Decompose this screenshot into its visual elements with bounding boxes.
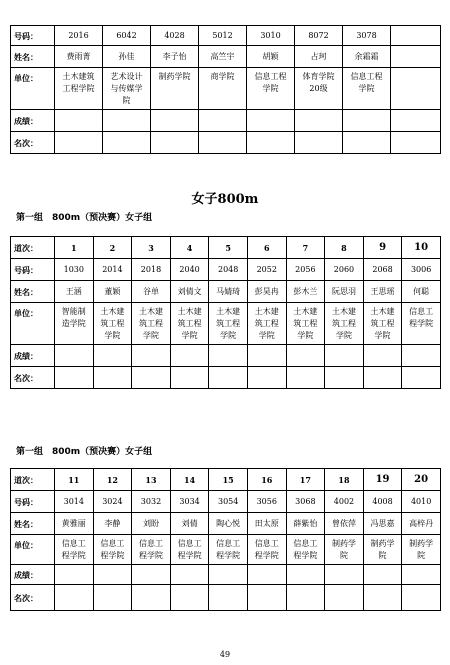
section-title: 女子800m bbox=[191, 192, 259, 207]
rank-label: 名次： bbox=[11, 367, 55, 389]
rank-cell[interactable] bbox=[151, 132, 199, 154]
name-label: 姓名： bbox=[11, 281, 55, 303]
rank-cell[interactable] bbox=[55, 585, 94, 611]
score-cell[interactable] bbox=[55, 345, 94, 367]
name-cell: 彭昊冉 bbox=[247, 281, 286, 303]
name-cell: 余霜霜 bbox=[343, 46, 391, 68]
unit-cell: 信息工 程学院 bbox=[402, 303, 441, 345]
rank-cell[interactable] bbox=[286, 367, 325, 389]
lane-cell: 11 bbox=[55, 469, 94, 491]
score-cell[interactable] bbox=[132, 565, 171, 585]
score-cell[interactable] bbox=[325, 345, 364, 367]
score-cell[interactable] bbox=[247, 565, 286, 585]
name-cell: 李子怡 bbox=[151, 46, 199, 68]
bib-cell: 2068 bbox=[363, 259, 402, 281]
lane-cell: 4 bbox=[170, 237, 209, 259]
rank-cell[interactable] bbox=[363, 585, 402, 611]
score-cell[interactable] bbox=[247, 110, 295, 132]
lane-cell: 12 bbox=[93, 469, 132, 491]
score-label: 成绩： bbox=[11, 110, 55, 132]
name-cell: 薛紫怡 bbox=[286, 513, 325, 535]
unit-cell: 制药学院 bbox=[151, 68, 199, 110]
unit-cell: 艺术设计 与传媒学 院 bbox=[103, 68, 151, 110]
group-subtitle: 第一组 800m（预决赛）女子组 bbox=[16, 447, 153, 457]
bib-cell: 4028 bbox=[151, 26, 199, 46]
name-cell: 阮思羽 bbox=[325, 281, 364, 303]
unit-cell: 信息工 程学院 bbox=[132, 535, 171, 565]
score-cell[interactable] bbox=[199, 110, 247, 132]
bib-cell: 2052 bbox=[247, 259, 286, 281]
score-cell[interactable] bbox=[295, 110, 343, 132]
bib-cell: 3006 bbox=[402, 259, 441, 281]
name-cell: 何聪 bbox=[402, 281, 441, 303]
unit-cell: 土木建筑 工程学院 bbox=[55, 68, 103, 110]
lane-cell: 13 bbox=[132, 469, 171, 491]
lane-cell: 15 bbox=[209, 469, 248, 491]
name-cell: 田太原 bbox=[247, 513, 286, 535]
score-cell[interactable] bbox=[286, 565, 325, 585]
bib-cell: 2056 bbox=[286, 259, 325, 281]
rank-cell[interactable] bbox=[247, 585, 286, 611]
bib-cell: 3056 bbox=[247, 491, 286, 513]
unit-cell: 信息工程 学院 bbox=[247, 68, 295, 110]
name-cell: 费雨菁 bbox=[55, 46, 103, 68]
empty-cell bbox=[391, 46, 441, 68]
lane-cell: 3 bbox=[132, 237, 171, 259]
unit-cell: 信息工程 学院 bbox=[343, 68, 391, 110]
score-cell[interactable] bbox=[363, 565, 402, 585]
unit-cell: 土木建 筑工程 学院 bbox=[286, 303, 325, 345]
unit-cell: 信息工 程学院 bbox=[247, 535, 286, 565]
lane-label: 道次： bbox=[11, 469, 55, 491]
rank-cell[interactable] bbox=[209, 367, 248, 389]
rank-cell[interactable] bbox=[325, 367, 364, 389]
score-cell[interactable] bbox=[170, 565, 209, 585]
score-label: 成绩： bbox=[11, 345, 55, 367]
lane-cell: 9 bbox=[363, 237, 402, 259]
lane-cell: 20 bbox=[402, 469, 441, 491]
name-cell: 谷单 bbox=[132, 281, 171, 303]
results-table-group2 bbox=[10, 468, 441, 611]
score-cell[interactable] bbox=[151, 110, 199, 132]
name-cell: 高梓丹 bbox=[402, 513, 441, 535]
score-cell[interactable] bbox=[170, 345, 209, 367]
bib-label: 号码： bbox=[11, 26, 55, 46]
rank-cell[interactable] bbox=[170, 585, 209, 611]
lane-cell: 1 bbox=[55, 237, 94, 259]
score-cell[interactable] bbox=[55, 110, 103, 132]
unit-cell: 体育学院 20级 bbox=[295, 68, 343, 110]
name-cell: 董颖 bbox=[93, 281, 132, 303]
bib-cell: 1030 bbox=[55, 259, 94, 281]
name-cell: 马婧琦 bbox=[209, 281, 248, 303]
rank-cell[interactable] bbox=[247, 132, 295, 154]
bib-cell: 3034 bbox=[170, 491, 209, 513]
unit-cell: 土木建 筑工程 学院 bbox=[170, 303, 209, 345]
score-cell[interactable] bbox=[247, 345, 286, 367]
unit-cell: 土木建 筑工程 学院 bbox=[247, 303, 286, 345]
bib-label: 号码： bbox=[11, 491, 55, 513]
bib-cell: 3078 bbox=[343, 26, 391, 46]
unit-cell: 土木建 筑工程 学院 bbox=[209, 303, 248, 345]
score-cell[interactable] bbox=[209, 565, 248, 585]
unit-cell: 土木建 筑工程 学院 bbox=[93, 303, 132, 345]
rank-cell[interactable] bbox=[209, 585, 248, 611]
rank-cell[interactable] bbox=[199, 132, 247, 154]
unit-label: 单位： bbox=[11, 68, 55, 110]
name-cell: 李静 bbox=[93, 513, 132, 535]
score-cell[interactable] bbox=[402, 345, 441, 367]
unit-cell: 制药学 院 bbox=[325, 535, 364, 565]
name-cell: 彭木兰 bbox=[286, 281, 325, 303]
unit-cell: 土木建 筑工程 学院 bbox=[325, 303, 364, 345]
unit-cell: 信息工 程学院 bbox=[55, 535, 94, 565]
rank-cell[interactable] bbox=[170, 367, 209, 389]
rank-cell[interactable] bbox=[55, 367, 94, 389]
bib-cell: 2018 bbox=[132, 259, 171, 281]
score-cell[interactable] bbox=[132, 345, 171, 367]
unit-cell: 土木建 筑工程 学院 bbox=[363, 303, 402, 345]
rank-cell[interactable] bbox=[295, 132, 343, 154]
score-cell[interactable] bbox=[93, 565, 132, 585]
lane-cell: 7 bbox=[286, 237, 325, 259]
bib-cell: 2016 bbox=[55, 26, 103, 46]
rank-label: 名次： bbox=[11, 585, 55, 611]
bib-cell: 3024 bbox=[93, 491, 132, 513]
bib-cell: 3010 bbox=[247, 26, 295, 46]
bib-cell: 6042 bbox=[103, 26, 151, 46]
results-table-group1 bbox=[10, 236, 441, 389]
name-cell: 黄雅丽 bbox=[55, 513, 94, 535]
lane-cell: 6 bbox=[247, 237, 286, 259]
rank-cell[interactable] bbox=[247, 367, 286, 389]
bib-cell: 2060 bbox=[325, 259, 364, 281]
lane-cell: 5 bbox=[209, 237, 248, 259]
unit-label: 单位： bbox=[11, 535, 55, 565]
bib-cell: 3014 bbox=[55, 491, 94, 513]
lane-cell: 2 bbox=[93, 237, 132, 259]
name-cell: 冯思嘉 bbox=[363, 513, 402, 535]
lane-cell: 8 bbox=[325, 237, 364, 259]
rank-cell[interactable] bbox=[286, 585, 325, 611]
unit-cell: 制药学 院 bbox=[402, 535, 441, 565]
name-cell: 陶心悦 bbox=[209, 513, 248, 535]
bib-cell: 3054 bbox=[209, 491, 248, 513]
page-number: 49 bbox=[219, 650, 231, 659]
score-cell[interactable] bbox=[363, 345, 402, 367]
name-cell: 占珂 bbox=[295, 46, 343, 68]
rank-cell[interactable] bbox=[93, 367, 132, 389]
bib-cell: 4010 bbox=[402, 491, 441, 513]
bib-cell: 2040 bbox=[170, 259, 209, 281]
results-table-top bbox=[10, 25, 441, 154]
rank-cell[interactable] bbox=[93, 585, 132, 611]
bib-cell: 2014 bbox=[93, 259, 132, 281]
rank-cell[interactable] bbox=[363, 367, 402, 389]
unit-cell: 商学院 bbox=[199, 68, 247, 110]
score-cell[interactable] bbox=[343, 110, 391, 132]
unit-cell: 智能制 造学院 bbox=[55, 303, 94, 345]
name-cell: 胡颖 bbox=[247, 46, 295, 68]
score-cell[interactable] bbox=[103, 110, 151, 132]
rank-cell[interactable] bbox=[103, 132, 151, 154]
unit-label: 单位： bbox=[11, 303, 55, 345]
rank-cell[interactable] bbox=[325, 585, 364, 611]
bib-label: 号码： bbox=[11, 259, 55, 281]
rank-cell[interactable] bbox=[343, 132, 391, 154]
score-cell[interactable] bbox=[286, 345, 325, 367]
rank-cell[interactable] bbox=[132, 585, 171, 611]
unit-cell: 土木建 筑工程 学院 bbox=[132, 303, 171, 345]
lane-cell: 16 bbox=[247, 469, 286, 491]
name-cell: 刘倩 bbox=[170, 513, 209, 535]
score-cell[interactable] bbox=[55, 565, 94, 585]
lane-cell: 17 bbox=[286, 469, 325, 491]
score-cell[interactable] bbox=[209, 345, 248, 367]
empty-cell bbox=[391, 68, 441, 110]
rank-cell[interactable] bbox=[55, 132, 103, 154]
bib-cell: 3032 bbox=[132, 491, 171, 513]
lane-cell: 18 bbox=[325, 469, 364, 491]
name-cell: 刘倩文 bbox=[170, 281, 209, 303]
bib-cell: 4002 bbox=[325, 491, 364, 513]
bib-cell: 3068 bbox=[286, 491, 325, 513]
lane-cell: 10 bbox=[402, 237, 441, 259]
name-label: 姓名： bbox=[11, 513, 55, 535]
name-cell: 王思瑶 bbox=[363, 281, 402, 303]
lane-label: 道次： bbox=[11, 237, 55, 259]
rank-label: 名次： bbox=[11, 132, 55, 154]
rank-cell[interactable] bbox=[402, 585, 441, 611]
bib-cell: 4008 bbox=[363, 491, 402, 513]
empty-cell bbox=[391, 26, 441, 46]
bib-cell: 5012 bbox=[199, 26, 247, 46]
unit-cell: 信息工 程学院 bbox=[170, 535, 209, 565]
rank-cell[interactable] bbox=[132, 367, 171, 389]
empty-cell bbox=[391, 132, 441, 154]
unit-cell: 信息工 程学院 bbox=[286, 535, 325, 565]
rank-cell[interactable] bbox=[402, 367, 441, 389]
name-cell: 孙佳 bbox=[103, 46, 151, 68]
bib-cell: 2048 bbox=[209, 259, 248, 281]
name-cell: 刘盼 bbox=[132, 513, 171, 535]
score-cell[interactable] bbox=[93, 345, 132, 367]
group-subtitle: 第一组 800m（预决赛）女子组 bbox=[16, 213, 153, 223]
unit-cell: 信息工 程学院 bbox=[93, 535, 132, 565]
name-label: 姓名： bbox=[11, 46, 55, 68]
unit-cell: 信息工 程学院 bbox=[209, 535, 248, 565]
unit-cell: 制药学 院 bbox=[363, 535, 402, 565]
lane-cell: 19 bbox=[363, 469, 402, 491]
name-cell: 王涵 bbox=[55, 281, 94, 303]
score-cell[interactable] bbox=[402, 565, 441, 585]
score-cell[interactable] bbox=[325, 565, 364, 585]
score-label: 成绩： bbox=[11, 565, 55, 585]
name-cell: 曾依萍 bbox=[325, 513, 364, 535]
bib-cell: 8072 bbox=[295, 26, 343, 46]
lane-cell: 14 bbox=[170, 469, 209, 491]
empty-cell bbox=[391, 110, 441, 132]
name-cell: 高竺宇 bbox=[199, 46, 247, 68]
